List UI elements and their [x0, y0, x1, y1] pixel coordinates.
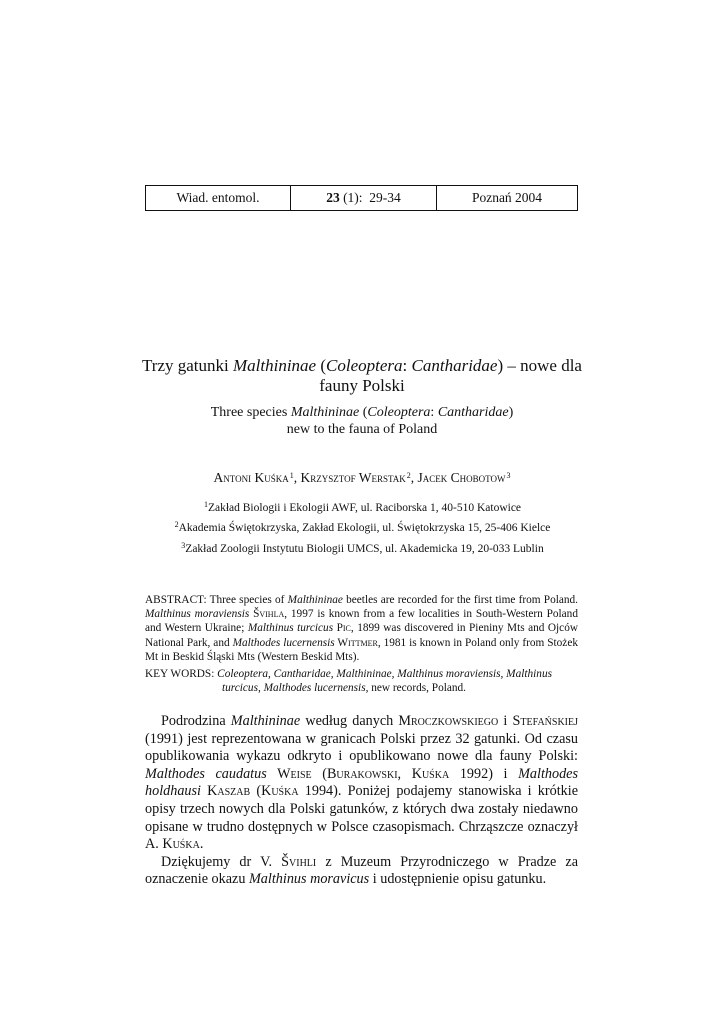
author-name: Antoni Kuśka — [213, 470, 289, 485]
title-english: Three species Malthininae (Coleoptera: Cantharidae) new to the fauna of Poland — [210, 405, 514, 437]
volume-issue-pages — [291, 186, 437, 210]
volume-number: 23 — [326, 190, 340, 205]
abstract: ABSTRACT: Three species of Malthininae beetles are recorded for the first time from Poland. Malthinus moraviensis Švihla, 1997 is known from a few localities in South-Western Poland and Western Ukraine; Malthinus turcicus Pic, 1899 was discovered in Pieniny Mts and Ojców National Park, and Malthodes lucernensis Wittmer, 1981 is known in Poland only from Stożek Mt in Beskid Śląski Mts (Western Beskid Mts). — [145, 594, 579, 663]
place-year: Poznań 2004 — [471, 190, 543, 205]
paragraph-1: Podrodzina Malthininae według danych Mroczkowskiego i Stefańskiej (1991) jest reprezentowana w granicach Polski przez 32 gatunki. Od czasu opublikowania wykazu odkryto i opublikowano nowe dla fauny Polski: Malthodes caudatus Weise (Burakowski, Kuśka 1992) i Malthodes holdhausi Kaszab (Kuśka 1994). Poniżej podajemy stanowiska i krótkie opisy trzech nowych dla Polski gatunków, z których dwa zostały niedawno opisane w trudno dostępnych w Polsce czasopismach. Chrząszcze oznaczył A. Kuśka. — [145, 713, 579, 853]
journal-name: Wiad. entomol. — [146, 186, 291, 210]
author-list: Antoni Kuśka$^1$, Krzysztof Werstak$^2$, Jacek Chobotow$^3$ — [213, 470, 511, 485]
journal-header-box — [145, 185, 578, 211]
paragraph-2: Dziękujemy dr V. Švihli z Muzeum Przyrodniczego w Pradze za oznaczenie okazu Malthinus moravicus i udostępnienie opisu gatunku. — [145, 853, 578, 888]
key-words: KEY WORDS: Coleoptera, Cantharidae, Malthininae, Malthinus moraviensis, Malthinus turcicus, Malthodes lucernensis, new records, Poland. — [145, 668, 552, 695]
title-polish: Trzy gatunki Malthininae (Coleoptera: Cantharidae) – nowe dla fauny Polski — [142, 356, 582, 395]
affiliation-3: $^3$Zakład Zoologii Instytutu Biologii UMCS, ul. Akademicka 19, 20-033 Lublin — [181, 541, 544, 555]
issue-pages: (1): 29-34 — [339, 190, 401, 205]
author-name: Jacek Chobotow — [417, 470, 506, 485]
affiliation-1: $^1$Zakład Biologii i Ekologii AWF, ul. Raciborska 1, 40-510 Katowice — [203, 500, 522, 514]
affiliation-2: $^2$Akademia Świętokrzyska, Zakład Ekologii, ul. Świętokrzyska 15, 25-406 Kielce — [174, 520, 551, 534]
author-name: Krzysztof Werstak — [300, 470, 406, 485]
body-text — [145, 713, 578, 889]
